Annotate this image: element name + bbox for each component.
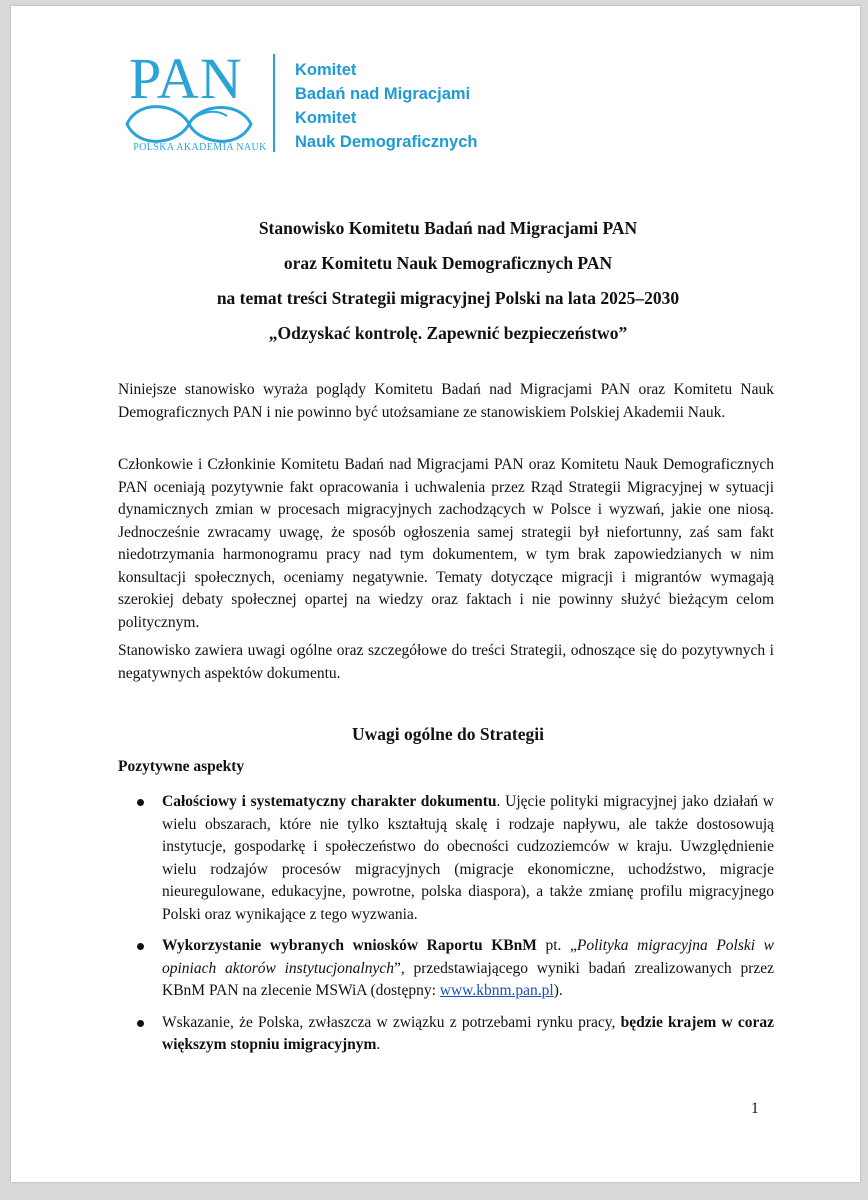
bullet-bold-text: Wykorzystanie wybranych wniosków Raportu KBnM [162,937,537,954]
list-item [118,935,774,1003]
title-line: na temat treści Strategii migracyjnej Polski na lata 2025–2030 [216,288,680,308]
bullet-icon [137,799,144,806]
bullet-icon [137,943,144,950]
bullet-bold-text: będzie krajem w coraz większym stopniu imigracyjnym [162,1013,774,1053]
paragraph-disclaimer: Niniejsze stanowisko wyraża poglądy Komitetu Badań nad Migracjami PAN oraz Komitetu Nauk Demograficznych PAN i nie powinno być utożsamiane ze stanowiskiem Polskiej Akademii Nauk. [118,381,774,421]
logo-divider [273,54,275,152]
bullet-text: pt. „ [536,937,577,954]
page-number: 1 [751,1100,759,1117]
section-heading: Uwagi ogólne do Strategii [351,724,544,744]
title-line: oraz Komitetu Nauk Demograficznych PAN [283,253,613,273]
bullet-text: ”, przedstawiającego wyniki badań zrealizowanych przez KBnM PAN na zlecenie MSWiA (dostępny: [162,959,774,999]
pan-logo-subtitle: POLSKA AKADEMIA NAUK [133,142,267,153]
bullet-text: . [376,1036,381,1053]
committee-line: Komitet [295,61,357,79]
report-title: Polityka migracyjna Polski w opiniach aktorów instytucjonalnych [162,937,774,977]
bullet-text: ). [553,982,563,999]
committee-names [295,58,477,154]
committee-line: Nauk Demograficznych [295,133,478,151]
bullet-text: Wskazanie, że Polska, zwłaszcza w związku z potrzebami rynku pracy, [162,1013,621,1031]
title-line: „Odzyskać kontrolę. Zapewnić bezpieczeństwo” [268,323,628,343]
paragraph-assessment: Członkowie i Członkinie Komitetu Badań nad Migracjami PAN oraz Komitetu Nauk Demograficznych PAN oceniają pozytywnie fakt opracowania i uchwalenia przez Rząd Strategii Migracyjnej w sytuacji dynamicznych zmian w procesach migracyjnych zachodzących w Polsce i wyzwań, jakie one niosą. Jednocześnie zwracamy uwagę, że sposób ogłoszenia samej strategii był niefortunny, zaś sam fakt niedotrzymania harmonogramu pracy nad tym dokumentem, w tym brak zapowiedzianych w nim konsultacji społecznych, oceniamy negatywnie. Tematy dotyczące migracji i migrantów wymagają szerokiej debaty społecznej opartej na wiedzy oraz faktach i nie powinny służyć bieżącym celom politycznym. [118,456,774,631]
bullet-list [118,791,774,1066]
bullet-text: . Ujęcie polityki migracyjnej jako działań w wielu obszarach, które nie tylko kształtują skalę i rodzaje napływu, ale także dostosowują instytucje, gospodarkę i społeczeństwo do obecności cudzoziemców w kraju. Uwzględnienie wielu rodzajów procesów migracyjnych (migracje ekonomiczne, uchodźstwo, migracje nieuregulowane, edukacyjne, powrotne, polska diaspora), a także zmianę profilu migracyjnego Polski oraz wynikające z tego wyzwania. [162,793,774,923]
committee-line: Komitet [295,109,357,127]
pan-logo-wordmark: PAN [129,46,243,111]
document-page [11,6,860,1182]
bullet-icon [137,1020,144,1027]
list-item [118,791,774,926]
title-line: Stanowisko Komitetu Badań nad Migracjami PAN [258,218,638,238]
subheading-positive: Pozytywne aspekty [118,758,245,775]
letterhead [119,46,539,166]
committee-line: Badań nad Migracjami [295,85,471,103]
paragraph-scope: Stanowisko zawiera uwagi ogólne oraz szczegółowe do treści Strategii, odnoszące się do pozytywnych i negatywnych aspektów dokumentu. [118,642,774,682]
kbnm-link[interactable]: www.kbnm.pan.pl [439,982,554,999]
document-title [51,211,845,351]
bullet-bold-text: Całościowy i systematyczny charakter dokumentu [162,793,497,810]
list-item [118,1012,774,1057]
